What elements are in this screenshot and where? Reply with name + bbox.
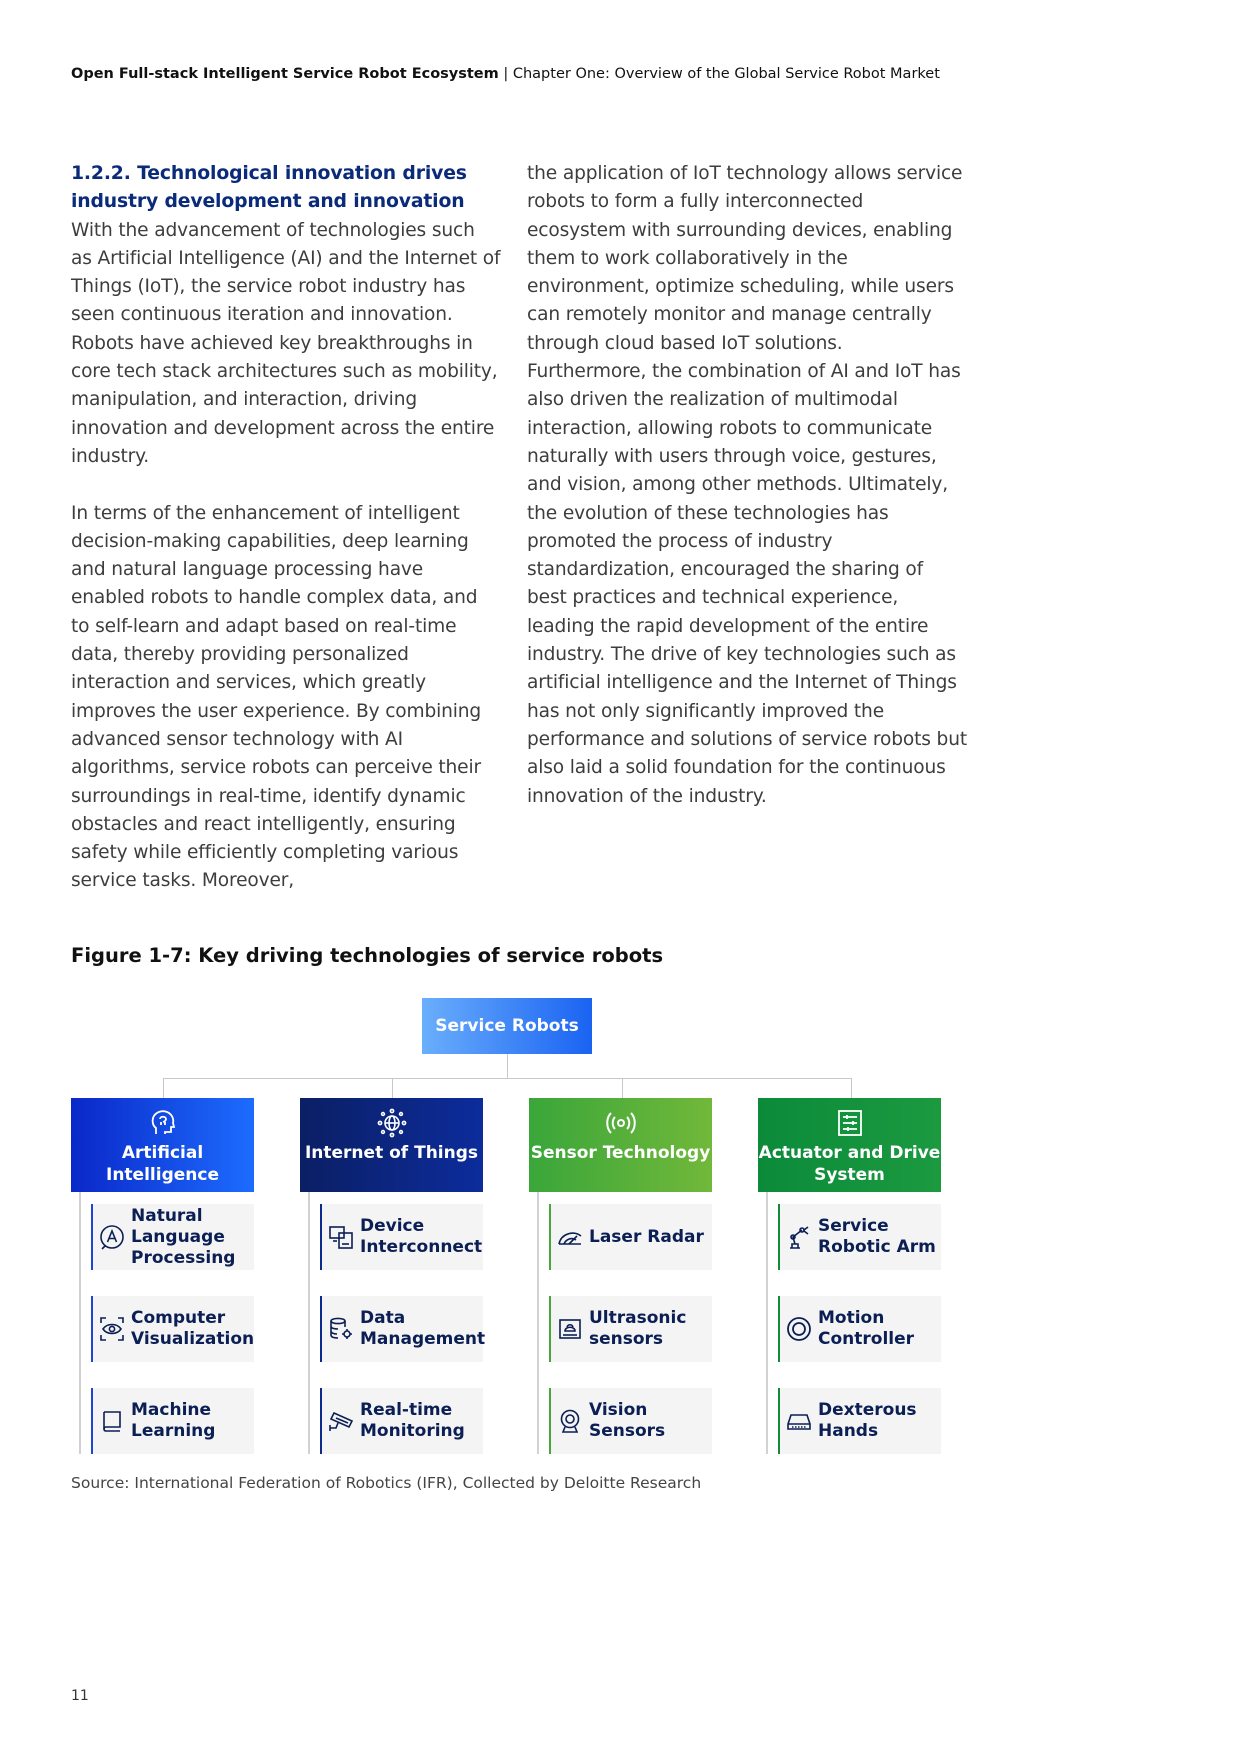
category-label: Internet of Things xyxy=(304,1143,479,1163)
item-label: Data Management xyxy=(360,1308,486,1349)
item-data-management xyxy=(320,1296,486,1362)
category-internet-of-things xyxy=(300,1098,483,1192)
item-label: Vision Sensors xyxy=(589,1400,666,1441)
item-accent-bar xyxy=(549,1388,551,1454)
chapter-title: Chapter One: Overview of the Global Service Robot Market xyxy=(512,66,940,82)
item-accent-bar xyxy=(320,1388,322,1454)
category-artificial-intelligence xyxy=(71,1098,254,1192)
category-actuator-drive-system xyxy=(758,1098,941,1192)
horizontal-connector xyxy=(163,1078,851,1079)
right-column xyxy=(527,160,967,811)
ai-branch-line xyxy=(79,1192,81,1454)
item-accent-bar xyxy=(778,1388,780,1454)
item-label: Ultrasonic sensors xyxy=(589,1308,687,1349)
item-device-interconnect xyxy=(320,1204,483,1270)
item-accent-bar xyxy=(549,1204,551,1270)
iot-branch-line xyxy=(308,1192,310,1454)
paragraph-1: With the advancement of technologies such as Artificial Intelligence (AI) and the Internet of Things (IoT), the service robot industry has seen continuous iteration and innovation. Robots have achieved key breakthroughs in core tech stack architectures such as mobility, manipulation, and interaction, driving innovation and development across the entire industry. xyxy=(71,219,501,467)
webcam-icon xyxy=(557,1408,583,1434)
eye-scan-icon xyxy=(99,1316,125,1342)
running-header xyxy=(71,66,940,82)
paragraph-2: In terms of the enhancement of intelligent decision-making capabilities, deep learning and natural language processing have enabled robots to handle complex data, and to self-learn and adapt based on real-time data, thereby providing personalized interaction and services, which greatly improves the user experience. By combining advanced sensor technology with AI algorithms, service robots can perceive their surroundings in real-time, identify dynamic obstacles and react intelligently, ensuring safety while efficiently completing various service tasks. Moreover, xyxy=(71,502,482,892)
actuator-branch-line xyxy=(766,1192,768,1454)
left-column xyxy=(71,160,501,896)
item-accent-bar xyxy=(91,1204,93,1270)
item-label: Motion Controller xyxy=(818,1308,915,1349)
item-ultrasonic-sensors xyxy=(549,1296,712,1362)
ultrasonic-icon xyxy=(557,1316,583,1342)
connector-iot xyxy=(392,1078,393,1098)
item-service-robotic-arm xyxy=(778,1204,941,1270)
hand-device-icon xyxy=(786,1408,812,1434)
motion-controller-icon xyxy=(786,1316,812,1342)
item-accent-bar xyxy=(778,1296,780,1362)
nlp-a-icon xyxy=(99,1224,125,1250)
robotic-arm-icon xyxy=(786,1224,812,1250)
radar-icon xyxy=(557,1224,583,1250)
item-accent-bar xyxy=(320,1204,322,1270)
header-separator: | xyxy=(503,66,509,82)
item-machine-learning xyxy=(91,1388,254,1454)
sensor-branch-line xyxy=(537,1192,539,1454)
paragraph-3: the application of IoT technology allows service robots to form a fully interconnected ecosystem with surrounding devices, enabling them to work collaboratively in the environment, optimize scheduling, while users can remotely monitor and manage centrally through cloud based IoT solutions. Furthermore, the combination of AI and IoT has also driven the realization of multimodal interaction, allowing robots to communicate naturally with users through voice, gestures, and vision, among other methods. Ultimately, the evolution of these technologies has promoted the process of industry standardization, encouraged the sharing of best practices and technical experience, leading the rapid development of the entire industry. The drive of key technologies such as artificial intelligence and the Internet of Things has not only significantly improved the performance and solutions of service robots but also laid a solid foundation for the continuous innovation of the industry. xyxy=(527,163,967,807)
item-dexterous-hands xyxy=(778,1388,941,1454)
item-vision-sensors xyxy=(549,1388,712,1454)
doc-title: Open Full-stack Intelligent Service Robot Ecosystem xyxy=(71,66,499,82)
item-label: Natural Language Processing xyxy=(131,1205,236,1268)
item-real-time-monitoring xyxy=(320,1388,483,1454)
cctv-camera-icon xyxy=(328,1408,354,1434)
item-accent-bar xyxy=(91,1388,93,1454)
figure-source: Source: International Federation of Robotics (IFR), Collected by Deloitte Research xyxy=(71,1474,702,1492)
item-label: Service Robotic Arm xyxy=(818,1216,936,1257)
item-label: Computer Visualization xyxy=(131,1308,255,1349)
connector-ai xyxy=(163,1078,164,1098)
root-node-service-robots xyxy=(422,998,592,1054)
control-panel-icon xyxy=(835,1108,865,1138)
devices-icon xyxy=(328,1224,354,1250)
item-label: Machine Learning xyxy=(131,1400,216,1441)
item-computer-visualization xyxy=(91,1296,254,1362)
category-sensor-technology xyxy=(529,1098,712,1192)
category-label: Actuator and Drive System xyxy=(758,1143,941,1185)
globe-network-icon xyxy=(377,1108,407,1138)
root-node-label: Service Robots xyxy=(435,1016,579,1036)
figure-title: Figure 1-7: Key driving technologies of service robots xyxy=(71,944,664,967)
item-natural-language-processing xyxy=(91,1204,254,1270)
item-accent-bar xyxy=(549,1296,551,1362)
page-number: 11 xyxy=(71,1688,89,1704)
category-label: Sensor Technology xyxy=(530,1143,711,1163)
item-motion-controller xyxy=(778,1296,941,1362)
connector-sensor xyxy=(622,1078,623,1098)
connector-actuator xyxy=(851,1078,852,1098)
item-accent-bar xyxy=(91,1296,93,1362)
item-label: Dexterous Hands xyxy=(818,1400,917,1441)
root-connector xyxy=(507,1054,508,1078)
head-bulb-icon xyxy=(148,1108,178,1138)
item-label: Laser Radar xyxy=(589,1226,704,1247)
item-label: Real-time Monitoring xyxy=(360,1400,465,1441)
book-icon xyxy=(99,1408,125,1434)
category-label: Artificial Intelligence xyxy=(106,1143,219,1185)
database-gear-icon xyxy=(328,1316,354,1342)
item-accent-bar xyxy=(320,1296,322,1362)
section-heading: 1.2.2. Technological innovation drives industry development and innovation xyxy=(71,163,467,213)
item-laser-radar xyxy=(549,1204,712,1270)
item-label: Device Interconnect xyxy=(360,1216,483,1257)
signal-broadcast-icon xyxy=(606,1108,636,1138)
item-accent-bar xyxy=(778,1204,780,1270)
